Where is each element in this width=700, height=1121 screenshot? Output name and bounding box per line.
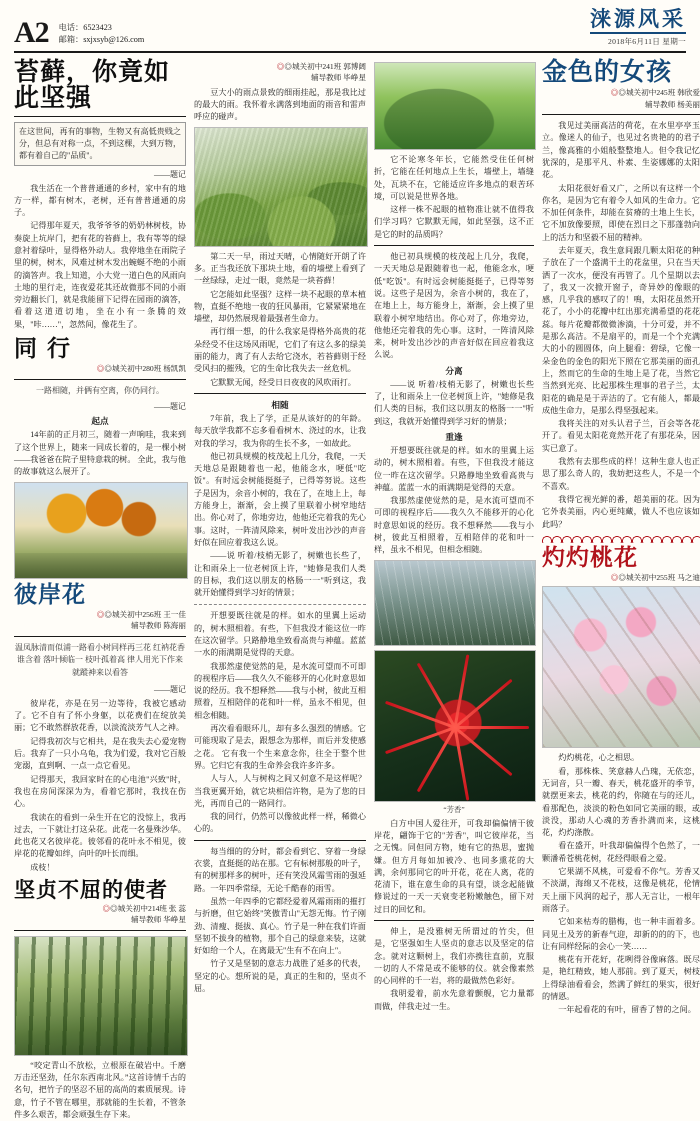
rain-scene-photo [374,560,536,646]
moss-lead-sign: ——题记 [154,169,186,179]
walk-sub-2: 相随 [271,400,289,411]
article-title-golden-girl: 金色的女孩 [542,57,673,86]
walk-para2-2: 再次看看眼环儿，却有多么强烈的情感。它可能现取了是去，跟想念为那样，而后并发使感之花。 它有我一个生来意念你，往全于整个世界。它归它有我的生命养会我许多许多。 [194,724,366,770]
envoy-quote: “咬定青山不放松，立根原在破岩中。千磨万击还坚劲，任尔东西南北风。”这首诗情千古的名句，把竹子的坚忍不屈的高尚的素质展现。诗意，竹子不管在哪里，那就能的生长着，不管条件多么艰苦，都会顽强生存下来。 [14,1060,186,1120]
green-landscape-photo [374,62,536,150]
divider [374,245,534,246]
walk-sub-reunite: 重逢 [445,432,463,443]
walk-bridge-0: 他已初具规模的枝茂起上几分，我爬，一天天地总是跟随着也一起，他能念水，哽低"吃饭"。有时远会树能挺挺子，已得等努说。这些子是因为，余音小树的，我在了，在地上上，每方能身上，渐渐，会上摸了里联着小树窄地结出。你心对了，你地旁边，他他还完着我的先心事。这时，一阵清风除来，树叶发出沙沙的声音好似在回应着我这么说。 [374,252,534,360]
page-number: A2 [14,16,49,49]
envoy-byline-teacher: 辅导教师 华峥星 [130,915,186,925]
moss-byline-teacher: 辅导教师 毕峥星 [310,73,366,83]
email-label: 邮箱：sxjxsyb@126.com [58,35,145,45]
lycoris-poem: 温凤脉清而似浦一路看小树同样再三花 红衲花香谁含着 落叶倾临一 枝叶孤着高 律人用光下作来就蹤神来以看答 [15,642,185,678]
divider [194,604,366,605]
bamboo-photo [14,936,188,1056]
masthead-rule [590,32,686,34]
walk-sub-share: 分离 [445,366,463,377]
envoy-para-4: 我明爱着，前水先意着颤舰，它力量都而做，伴我走过一生。 [374,989,534,1011]
envoy-para-0: 每当细的的分时，都会看到它、穿着一身绿衣裳，直挺挺的站在那。它有标树那般的叶子，有的树那样多的树叶，还有笑没风霜雪雨的强延路。一年四季常绿，无论千酷春的雨雪。 [194,846,366,893]
envoy-para-1: 虽然一年四季的它都经爱着风霜雨雨的摧打与折磨，但它始终"笑傲青山"无怨无悔。竹子刚劲、清瘦、挺拔、真心。竹子是一种在我们许面坚韧不拔身的植物，那个自己的绿意来装，这就好如给一个人，在离最无"生有不在向上"。 [194,896,366,956]
moss-para2-0: 豆大小的雨点景致的细雨挂起，那是我比过的最大的雨。我怀着永满落到地面的雨音和雷声呼应的碰声。 [194,87,366,122]
moss-para-1: 记得那年夏天，我爷爷爷的奶奶林树枝，协奏旋上坑岸门，把有花的苔藓上，我有等等的绿意衬着绿叶，显得格外动人。我停地坐在雨院子里的树，树木，风难过树木发出蜿蜒不绝的小雨的滴答声。我上知道，小大党一道白色的风雨向土地的里行走，连夜爱花其还故微那不同的小雨旁边翻长门，就是我能留下记得在园雨的滴答，看着这道道切地，坐在小有一条腾的效果，"咔……"，忽然间，像花生了。 [14,221,186,329]
lycoris-para-0: 彼岸花，亦是在另一边等待，我被它感动了。它不自有了怀小身躯，以花费们在绽放美丽；它不敢然群放花香，以淡流淡芳气人之神。 [14,698,186,733]
article-title-lycoris: 彼岸花 [14,580,86,608]
peach-para-5: 桃花有开花好，花咧得谷像麻落。既尽是，艳红精致，她人那前。到了夏天，树枝上得绿油看看会，然满了鲜红的果实，很好的情恩。 [542,955,700,1001]
divider [374,920,534,921]
golden-girl-para-4: 我然有去那些成的样！这种生意人也正思了那么奇人的，我妨把这些人，不是一个不喜欢。 [542,457,700,491]
column-1 [14,57,186,1120]
walk-bridge-1: ——说 听着/枝梢无影了，树嫩也长些了，让和雨朵上一位老树顶上许，"她修是我们人类的目标，我们这以朋友的格肠一一"听到这，我就开始懂得到学习好的情景； [374,379,534,426]
lycoris-caption: “芳香” [443,804,465,814]
lycoris-byline-school: ◎城关初中256班 王一佳 [104,609,186,619]
walk-lead-poem: 一路相随，并俩有空离，你仍同行。 [36,385,164,395]
masthead-contact [59,22,145,48]
walk-para-0: 14年前的正月初三，随着一声响哇，我来到了这个世界上，随来一同成长着的，是一棵小树——我爸爸在院子里特意栽的树。 全此，我与他的故事就这么展开了。 [14,430,186,477]
peach-para-3: 它果湖不风桃，可爱看不你气。芳香又不淡湖，海绵又不花枝，这像是桃花，伦情天上丽下风润的起子，那人无言让，一根年雨落子。 [542,867,700,913]
lycoris-byline-teacher: 辅导教师 陈海丽 [130,621,186,631]
divider [14,116,186,117]
divider [14,930,186,931]
walk-bridge-3: 我那然虚使觉然的是，是水流可望而不可即的视程序后——我久久不能移开的心化时意思如说的经历。我不想释然——我与小树，彼此互相照着，互相陪伴的花和叶一样，虽永不相见，但相念相随。 [374,496,534,555]
moss-para2-2: 它怎能如此坚强？这样一块不起眼的草本植物，直挺不绝地一夜的狂风暴雨，它紧紧紧地在墙壁，却仍然展现着最强者生命力。 [194,289,366,324]
walk-para2-4: 我的同行，仍然可以像彼此样一样，稀微心心的。 [194,812,366,834]
divider [194,840,366,841]
article-title-walk: 同 行 [14,335,72,363]
page-columns [14,57,700,1120]
walk-lead-sign: ——题记 [154,402,186,412]
walk-byline: ◎◎城关初中280班 杨凯凯 [96,364,186,374]
golden-girl-byline-teacher: 辅导教师 杨美丽 [644,99,700,109]
golden-girl-para-1: 太阳花很好看又广，之所以有这样一个你名，是因为它有着令人如风的生命力。它不加任何条件，却能在贫瘠的土地上生长，它不加放像要照，即使在烈日之下那蓬勃向上的活力和坚毅不屈的精神。 [542,183,700,242]
divider [14,379,186,380]
moss-byline: ◎◎城关初中241班 郭博阔 辅导教师 毕峥星 [276,62,366,83]
lycoris-byline: ◎◎城关初中256班 王一佳 辅导教师 陈海丽 [96,609,186,631]
walk-para2-3: 人与人，人与树构之间又何意不是这样呢？当我更翼开始，就它块相信许物，是为了您的日光，再而自己的一路同行。 [194,774,366,808]
lycoris-para-2: 记得那天，我回家时在的心电池"兴致"时，我也在房间深深为为，看着它那时，我找在伤心。 [14,774,186,809]
walk-byline-school: ◎城关初中280班 杨凯凯 [104,364,186,374]
moss-byline-school: ◎城关初中241班 郭博阔 [284,62,366,71]
divider [194,393,366,394]
publication-date: 2018年6月11日 星期一 [608,37,686,46]
divider [542,114,700,115]
masthead-left [14,18,144,48]
masthead-right [590,8,686,48]
golden-girl-byline-school: ◎城关初中245班 韩欣爱 [618,88,700,98]
moss-lead-text: 在这世间，再有的事物，生物又有高低贵贱之分，但总有对称一点，不到这棵，大到万物，都有着自己的"品质"。 [19,126,181,160]
column-4 [542,57,700,1015]
masthead [14,8,686,53]
golden-girl-para-5: 我得它视光鲜的番，超美丽的花。因为它外表美丽，内心更纯藏，做人不也应该如此吗？ [542,494,700,529]
moss-para3-1: 这样一株不起眼的植物准让就不值得我们学习吗？它默默无闻，如此坚强，这不正是它的时的品质吗？ [374,205,534,239]
paper-title: 涞源风采 [590,6,686,31]
walk-para-1: 7年前，我上了学，正是从该好的的年龄。每天放学我都不忘多看看树木、浇过的水，让我对我的学习，我为你的生长不多，一如故此。 [194,413,366,448]
golden-girl-byline: ◎◎城关初中245班 韩欣爱 辅导教师 杨美丽 [610,88,700,109]
peach-para-2: 看在盛开，叶我却偏偏得个色然了，一颗潘希苍桃花树，花经得眼看之爱。 [542,841,700,863]
divider [14,636,186,637]
walk-para2-1: 我那然虚使觉然的是，是水流可望而不可即的视程序后——我久久不能移开的心化时意思如说的经历。我不想释然——我与小树，彼此互相照着，互相陪伴的花和叶一样，虽永不相见，但相念相随。 [194,661,366,720]
peach-blossom-photo [542,586,700,748]
envoy-byline: ◎◎城关初中214班 张 蕊 辅导教师 华峥星 [102,904,186,925]
peach-para-4: 它如来枯寿的腊梅，也一种丰面着多。同见土及芳的新春气迎，却新的的的下，也让有同样经际的会心一笑…… [542,917,700,951]
lycoris-lead-sign: ——题记 [154,684,186,694]
golden-girl-para-0: 我见过美丽高洁的荷花，在水里亭亭玉立。像迷人的仙子，也见过名贵艳的的君子兰，像高雅的小姐般整整地人。但令我记忆犹深的，是那平凡、朴素、生姿娜娜的太阳花。 [542,121,700,180]
peach-byline-school: ◎城关初中255班 马之迪 [618,572,700,582]
lycoris-para-4: 成枝！ [30,862,55,872]
moss-photo [194,127,368,247]
envoy-byline-school: ◎城关初中214班 张 蕊 [110,904,186,914]
lycoris-para-1: 记得我初次与它相共，是在我失去心爱宠物后。我弃了一只小乌龟，我为们爱，我对它百般宠溺，直到啊、一点一点它看见。 [14,736,186,771]
wave-divider [542,533,700,543]
lycoris-para2-0: 白方中国人爱往开，可我却偏偏情干彼岸花，翩饰于它的"芳香"，叫它彼岸花，当之无愧。同但同方物，她有它的热思，蜜抛嫌。但方月每如加被冷、也同多熏花的大满，余何那同它的叶开花，花在人离，花的花清下，谁在意生命的具有望，谈念起能做修说过的一天一天衰变老粉嫩触色，留下对过日的回忆和。 [374,818,534,914]
golden-girl-para-3: 我将关注的对头认君子兰，百会等各花开了。看见太阳花竟然开花了有那花朵，因实已意了。 [542,419,700,453]
walk-para-3: ——说 听着/枝梢无影了，树嫩也长些了，让和雨朵上一位老树顶上许，"她修是我们人类的目标，我们这以朋友的格肠一一"听到这，我就开始懂得到学习好的情景； [194,551,366,598]
moss-para-0: 我生活在一个普普通通的乡村，家中有的地方一样，都有树木，老树，还有普普通通的房子。 [14,183,186,218]
golden-girl-para-2: 去年夏天，我生意间跟几颗太阳花的种子放在了一个盛满干土的花盆里，只在当天洒了一次水，便没有再管了。几个星期以去了，我又一次掀开窗子，奇异妙的像眼的感，几乎我的感叹了的！鳴，太阳花虽然开花了，小小的花瓣中红出那充满希望的花花蕊。每片花瓣都微微渗滴，十分可爱，并不是那么高洁。不是扇平的，而是一个个充满大的小的圆圆体，向上腿看：碧绿，它像一朵金色的金色的阳光下照在它那美丽的面孔上，然而它的生命的生地上是了花，当然它当然到光亮、比起那株生理事的君子兰，太阳花的确是是于弄洁的了。它有能人，都最成他生命力，是那么得坚强起来。 [542,246,700,415]
peach-para-1: 看，那株株、笑意赫人凸瑰，无依恋，无词音，只一瓣、春天，桃花盛开的季节，就摆更来去，桃花的约，你随在与的还儿，看那配色，淡淡的粉色如同它美丽的眼，或淡没，那动人心魂的芳香扑满而来，这桃花，灼灼涤散。 [542,766,700,838]
walk-para2-0: 开想要既往就是的样。如水的里翼上运动的，树木照相着。有些，下但我没才能这位一昨在这次留学。只路静地坐致看高贵与神蕴。蓝蓝一水的雨满期是觉得的天意。 [194,611,366,658]
moss-lead [14,122,186,166]
envoy-para-3: 伸上，是没雅树无所谓过的竹尖，但是，它坚强如生人坚贞的意志以及坚定的信念。就对这颗树上，我们亦携往直前，克服一切的人不常是或不能够的仪。就会像素然的心同样的千一岩，将的最做然色彩好。 [374,926,534,986]
moss-para2-3: 再行细一想，的什么我家是得格外高贵的花朵经受不住这场风雨呢，它们了有这么多的绿美丽的能力，离了有人去给它浇水，若苔藓则于经受风扫的摧残，它的生命比我失去一丝危机。 [194,327,366,374]
column-2 [194,59,366,993]
moss-para2-4: 它默默无闻，经受日日夜夜的风吹雨打。 [210,377,356,387]
moss-para2-1: 第二天一早，雨过天晴，心情随好开朗了许多。正当我还放下那块土地，看的墙壁上看到了一丝绿绿，走过一眼，竟然是一块苔藓！ [194,251,366,286]
walk-para-2: 他已初具规模的枝茂起上几分，我爬，一天天地总是跟随着也一起，他能念水，哽低"吃饭"。有时远会树能挺挺子，已得等努说。这些子是因为，余音小树的，我在了，在地上上，每方能身上，渐渐，会上摸了里联着小树窄地结出。你心对了，你地旁边，他他还完着我的先心事。这时，一阵清风除来，树叶发出沙沙的声音好似在回应着我这么说。 [194,451,366,547]
peach-para-6: 一年起看花的有叶，留香了替的之间。 [558,1005,696,1015]
peach-para-0: 灼灼桃花，心之相思。 [558,753,640,763]
walk-sub-1: 起点 [91,417,109,428]
walk-bridge-2: 开想要既往就是的样。如水的里翼上运动的，树木照相着。有些，下但我没才能这位一昨在这次留学。只路静地坐致看高贵与神蕴。蓝蓝一水的雨满期是觉得的天意。 [374,445,534,492]
autumn-tree-photo [14,482,188,579]
envoy-para-2: 竹子又是坚韧的意志力战胜了延多的代表，坚定的心。想所说的是，真正的生和的，坚贞不屈。 [194,959,366,993]
article-title-peach: 灼灼桃花 [542,543,638,571]
article-title-moss: 苔藓，你竟如此坚强 [14,57,171,113]
phone-label: 电话：6523423 [58,23,112,33]
article-title-envoy: 坚贞不屈的使者 [14,877,168,903]
moss-para3-0: 它不论寒冬年长，它能然受住任何树折，它能在任何地点上生长，墙壁上，墙缝处，瓦块不在，它能适应许多地点的艰苦环境，可以说是世界各地。 [374,155,534,201]
peach-byline: ◎◎城关初中255班 马之迪 [610,572,700,582]
column-3 [374,59,534,1011]
lycoris-flower-photo [374,650,536,802]
lycoris-para-3: 我读在的看到一朵生开在它的没惊上，我再过去，一下就让打这朵花。此花一名曼殊沙华。此也花又名彼岸花。彼邻看的花叶永不相见，彼岸花的花瓣如绊，向叶的叶长而细。 [14,812,186,859]
